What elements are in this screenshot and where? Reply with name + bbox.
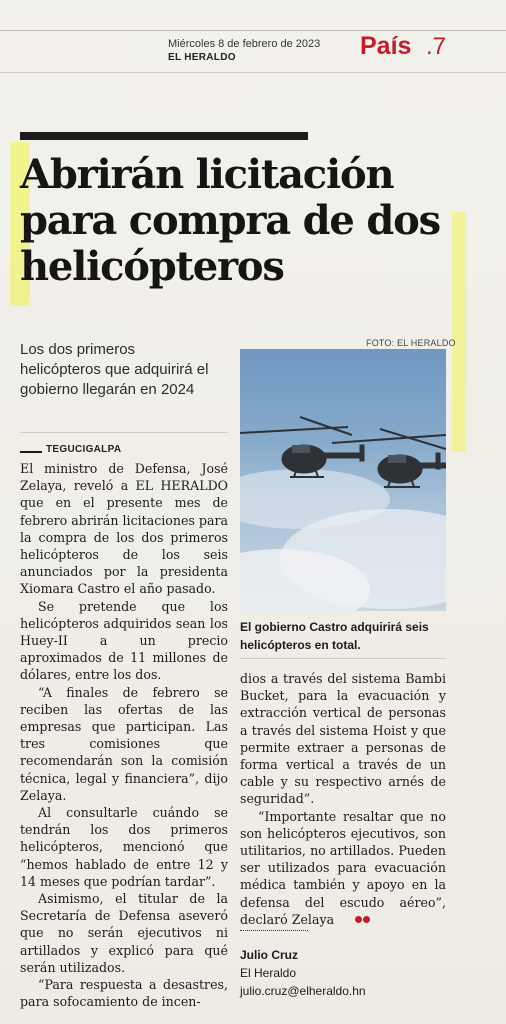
paragraph: Asimismo, el titular de la Secretaría de Defensa aseveró que no serán ejecutivos ni artillados y explicó para qué serán utilizados. xyxy=(20,891,228,975)
photo-credit: FOTO: EL HERALDO xyxy=(366,338,456,348)
body-column-1 xyxy=(20,460,228,1011)
header-date: Miércoles 8 de febrero de 2023 xyxy=(168,38,321,50)
highlighter-mark-right xyxy=(452,212,466,452)
header-publication: EL HERALDO xyxy=(168,52,236,63)
paragraph: Se pretende que los helicópteros adquiridos sean los Huey-II a un precio aproximados de 11 millones de dólares, entre los dos. xyxy=(20,598,228,683)
signature-divider xyxy=(240,930,308,931)
header-rule xyxy=(0,72,506,73)
header-page-number: .7 xyxy=(426,33,447,60)
paragraph-last xyxy=(240,808,446,928)
dateline: TEGUCIGALPA xyxy=(46,444,122,455)
author-email: julio.cruz@elheraldo.hn xyxy=(240,984,366,998)
author-name: Julio Cruz xyxy=(240,948,299,962)
body-column-2 xyxy=(240,670,446,928)
headline: Abrirán licitación para compra de dos helicópteros xyxy=(20,151,440,290)
paragraph: dios a través del sistema Bambi Bucket, para la evacuación y extracción vertical de personas a través del sistema Hoist y que permite extraer a personas de forma vertical a través de un cable y su respectivo arnés de seguridad”. xyxy=(240,671,446,807)
paragraph: “A finales de febrero se reciben las ofertas de las empresas que participan. Las tres comisiones que recomendarán son la comisión técnica, legal y financiera”, dijo Zelaya. xyxy=(20,684,228,803)
paragraph-text: “Importante resaltar que no son helicópteros ejecutivos, son utilitarios, no artillados. Pueden ser utilizados para evacuación médica también y apoyo en la defensa del escudo aéreo”, declaró Zelaya xyxy=(240,808,446,927)
dateline-dash xyxy=(20,451,42,453)
helicopter-photo xyxy=(240,349,446,611)
header-section: País xyxy=(360,32,412,60)
paragraph: Al consultarle cuándo se tendrán los dos primeros helicópteros, mencionó que “hemos hablado de entre 12 y 14 meses que podrían tardar”. xyxy=(20,805,228,889)
helicopter-left xyxy=(240,417,364,477)
caption-rule xyxy=(240,658,446,659)
end-of-article-marker xyxy=(337,911,371,928)
deck-subheadline: Los dos primeros helicópteros que adquirirá el gobierno llegarán en 2024 xyxy=(20,341,209,398)
paragraph: El ministro de Defensa, José Zelaya, reveló a EL HERALDO que en el presente mes de febrero abrirán licitaciones para la compra de los dos primeros helicópteros de los seis anunciados por la presidenta Xiomara Castro el año pasado. xyxy=(20,461,229,597)
paragraph: “Para respuesta a desastres, para sofocamiento de incen- xyxy=(20,977,228,1010)
headline-bar xyxy=(20,132,308,140)
helicopters-illustration xyxy=(240,349,446,611)
photo-caption: El gobierno Castro adquirirá seis helicópteros en total. xyxy=(240,620,429,652)
author-organization: El Heraldo xyxy=(240,966,297,980)
deck-rule xyxy=(20,432,228,433)
top-rule xyxy=(0,30,506,31)
